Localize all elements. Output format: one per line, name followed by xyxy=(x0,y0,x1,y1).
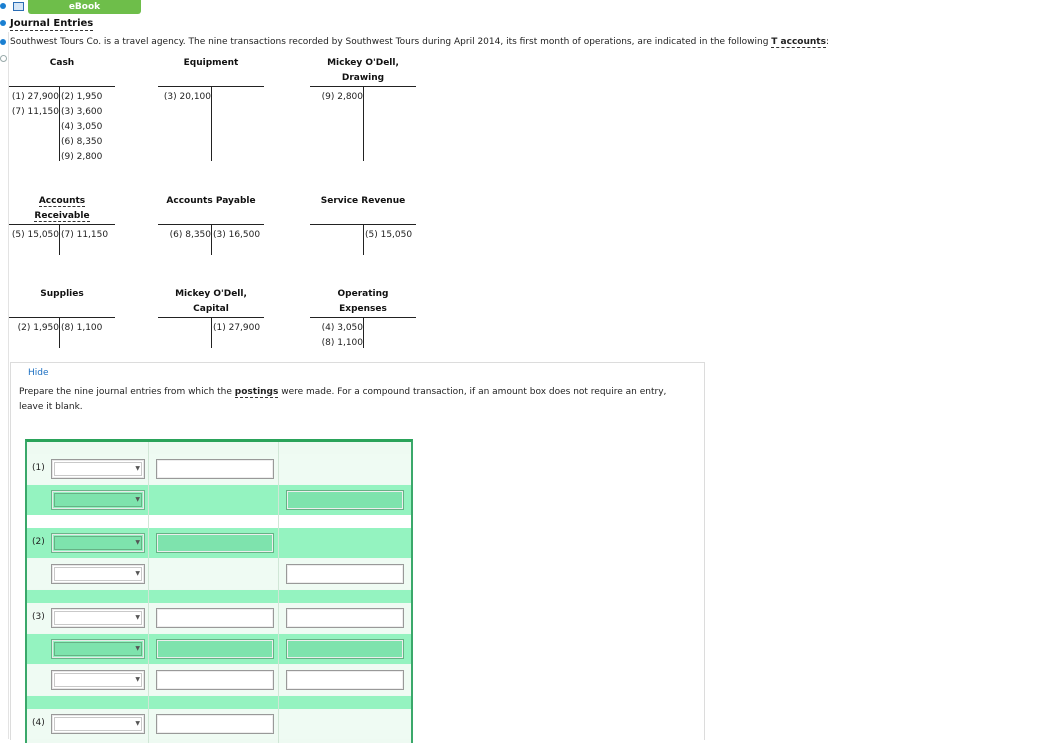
intro-end: : xyxy=(825,37,830,47)
debit-entry: (8) 1,100 xyxy=(321,338,363,348)
debit-entry: (1) 27,900 xyxy=(11,92,59,102)
t-divider xyxy=(363,318,364,348)
account-select[interactable] xyxy=(51,714,145,734)
t-account-equipment xyxy=(158,56,264,161)
entry-row xyxy=(27,559,411,589)
debit-entries xyxy=(164,90,211,105)
circle-icon xyxy=(0,55,7,62)
debit-entry: (6) 8,350 xyxy=(169,230,211,240)
account-select[interactable] xyxy=(51,490,145,510)
instr-end: were made. For a compound transaction, if an amount box does not require an entry, leave it blank. xyxy=(19,387,667,412)
credit-entry: (1) 27,900 xyxy=(213,323,261,333)
ebook-button[interactable]: eBook xyxy=(28,0,141,14)
credit-input[interactable] xyxy=(286,490,404,510)
instructions xyxy=(19,385,689,415)
account-select[interactable] xyxy=(51,533,145,553)
t-account-title[interactable] xyxy=(9,194,115,209)
entry-row xyxy=(27,634,411,664)
credit-entries xyxy=(365,228,412,243)
credit-entry: (5) 15,050 xyxy=(365,230,413,240)
credit-entry: (4) 3,050 xyxy=(61,122,103,132)
t-account-receivable xyxy=(9,194,115,255)
journal-table xyxy=(25,439,413,743)
credit-entry: (9) 2,800 xyxy=(61,152,103,162)
t-account-title: Supplies xyxy=(40,289,84,299)
entry-row xyxy=(27,454,411,484)
t-account-title: Equipment xyxy=(183,58,239,68)
book-icon xyxy=(13,2,24,11)
caret-down-icon: ▼ xyxy=(135,614,140,621)
credit-entry: (8) 1,100 xyxy=(61,323,103,333)
debit-input[interactable] xyxy=(156,670,274,690)
entry-row xyxy=(27,528,411,558)
t-account-title: Accounts Payable xyxy=(166,196,256,206)
t-accounts-link[interactable]: T accounts xyxy=(771,37,826,47)
credit-entries xyxy=(213,228,260,243)
debit-entry: (4) 3,050 xyxy=(321,323,363,333)
t-account-operating-expenses xyxy=(310,287,416,348)
left-rail xyxy=(0,0,8,739)
entry-row xyxy=(27,603,411,633)
caret-down-icon: ▼ xyxy=(135,539,140,546)
t-account-title-2 xyxy=(9,71,115,86)
page-title[interactable]: Journal Entries xyxy=(10,18,94,29)
t-divider xyxy=(363,87,364,161)
credit-input[interactable] xyxy=(286,608,404,628)
caret-down-icon: ▼ xyxy=(135,645,140,652)
debit-entries xyxy=(12,90,59,120)
entry-row xyxy=(27,485,411,515)
postings-link[interactable]: postings xyxy=(234,387,279,397)
debit-input[interactable] xyxy=(156,639,274,659)
account-select[interactable] xyxy=(51,459,145,479)
debit-entry: (2) 1,950 xyxy=(17,323,59,333)
t-divider xyxy=(59,225,60,255)
entry-label: (2) xyxy=(32,537,45,547)
column-divider xyxy=(278,442,279,743)
credit-input[interactable] xyxy=(286,670,404,690)
entry-label: (3) xyxy=(32,612,45,622)
credit-entries xyxy=(61,90,102,165)
credit-entry: (6) 8,350 xyxy=(61,137,103,147)
t-account-title-2 xyxy=(158,71,264,86)
row-separator xyxy=(27,515,411,528)
debit-entries xyxy=(12,228,59,243)
entry-label: (1) xyxy=(32,463,45,473)
receivable-link-2[interactable]: Receivable xyxy=(34,211,90,221)
credit-entry: (3) 3,600 xyxy=(61,107,103,117)
debit-input[interactable] xyxy=(156,533,274,553)
credit-entries xyxy=(61,228,108,243)
hide-link[interactable]: Hide xyxy=(28,368,49,378)
credit-entry: (3) 16,500 xyxy=(213,230,261,240)
debit-input[interactable] xyxy=(156,714,274,734)
entry-label: (4) xyxy=(32,718,45,728)
debit-entries xyxy=(18,321,59,336)
t-account-title: Cash xyxy=(49,58,75,68)
t-account-capital xyxy=(158,287,264,348)
debit-entry: (5) 15,050 xyxy=(11,230,59,240)
journal-panel xyxy=(10,362,705,740)
account-select[interactable] xyxy=(51,639,145,659)
intro-text xyxy=(10,37,829,47)
t-account-revenue xyxy=(310,194,416,255)
credit-entry: (2) 1,950 xyxy=(61,92,103,102)
caret-down-icon: ▼ xyxy=(135,570,140,577)
t-divider xyxy=(363,225,364,255)
receivable-link-1[interactable]: Accounts xyxy=(38,196,86,206)
bullet-icon xyxy=(0,39,6,45)
caret-down-icon: ▼ xyxy=(135,720,140,727)
t-account-title: Service Revenue xyxy=(320,196,406,206)
account-select[interactable] xyxy=(51,670,145,690)
t-account-title: Operating xyxy=(337,289,389,299)
t-account-title-2 xyxy=(310,209,416,224)
debit-input[interactable] xyxy=(156,608,274,628)
bullet-icon xyxy=(0,3,6,9)
debit-input[interactable] xyxy=(156,459,274,479)
t-divider xyxy=(211,318,212,348)
t-account-title: Mickey O'Dell, xyxy=(175,289,247,299)
t-account-title-2: Drawing xyxy=(341,73,385,83)
row-separator xyxy=(27,696,411,709)
t-account-title-2 xyxy=(158,209,264,224)
credit-input[interactable] xyxy=(286,639,404,659)
t-account-drawing xyxy=(310,56,416,161)
debit-entry: (3) 20,100 xyxy=(163,92,211,102)
account-select[interactable] xyxy=(51,564,145,584)
credit-entries xyxy=(213,321,260,336)
caret-down-icon: ▼ xyxy=(135,496,140,503)
t-account-cash xyxy=(9,56,115,161)
debit-entries xyxy=(322,321,363,351)
debit-entry: (9) 2,800 xyxy=(321,92,363,102)
t-divider xyxy=(59,87,60,161)
intro-body: Southwest Tours Co. is a travel agency. The nine transactions recorded by Southwest Tours during April 2014, its first month of operations, are indicated in the following xyxy=(10,37,772,47)
t-account-title-2: Expenses xyxy=(339,304,387,314)
credit-entry: (7) 11,150 xyxy=(61,230,109,240)
t-account-title-2 xyxy=(9,302,115,317)
caret-down-icon: ▼ xyxy=(135,465,140,472)
t-divider xyxy=(59,318,60,348)
debit-entries xyxy=(322,90,363,105)
entry-row xyxy=(27,665,411,695)
instr-body: Prepare the nine journal entries from which the xyxy=(19,387,235,397)
t-account-title: Mickey O'Dell, xyxy=(327,58,399,68)
t-account-payable xyxy=(158,194,264,255)
row-separator xyxy=(27,590,411,603)
account-select[interactable] xyxy=(51,608,145,628)
t-divider xyxy=(211,225,212,255)
column-divider xyxy=(148,442,149,743)
debit-entries xyxy=(170,228,211,243)
credit-entries xyxy=(61,321,102,336)
credit-input[interactable] xyxy=(286,564,404,584)
caret-down-icon: ▼ xyxy=(135,676,140,683)
t-account-title-2[interactable] xyxy=(9,209,115,224)
t-divider xyxy=(211,87,212,161)
t-account-supplies xyxy=(9,287,115,348)
entry-row xyxy=(27,709,411,739)
bullet-icon xyxy=(0,20,6,26)
t-account-title-2: Capital xyxy=(193,304,229,314)
debit-entry: (7) 11,150 xyxy=(11,107,59,117)
